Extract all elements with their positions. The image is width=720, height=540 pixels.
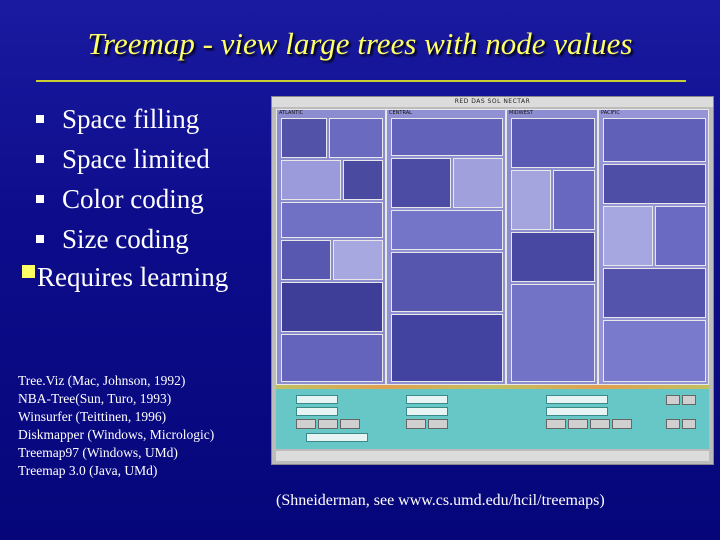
control-field[interactable] [296, 407, 338, 416]
control-button[interactable] [682, 395, 696, 405]
bullet-square-icon [36, 195, 44, 203]
control-field[interactable] [546, 407, 608, 416]
treemap-screenshot [271, 96, 714, 465]
treemap-cell [655, 206, 706, 266]
control-button[interactable] [666, 419, 680, 429]
control-button[interactable] [546, 419, 566, 429]
treemap-cell [511, 118, 595, 168]
treemap-region-central [386, 109, 506, 385]
control-button[interactable] [568, 419, 588, 429]
bullet-text: Space limited [62, 144, 210, 174]
bullet-square-icon [36, 235, 44, 243]
treemap-area [276, 109, 709, 385]
control-field[interactable] [406, 407, 448, 416]
treemap-region-pacific [598, 109, 709, 385]
region-label: CENTRAL [389, 110, 412, 116]
treemap-cell [281, 160, 341, 200]
control-button[interactable] [340, 419, 360, 429]
reference-item: Treemap 3.0 (Java, UMd) [18, 463, 158, 478]
bullet-text: Requires learning [37, 262, 229, 292]
control-button[interactable] [406, 419, 426, 429]
treemap-cell [603, 206, 653, 266]
treemap-cell [603, 268, 706, 318]
treemap-cell [553, 170, 595, 230]
search-field[interactable] [306, 433, 368, 442]
treemap-cell [281, 118, 327, 158]
treemap-cell [453, 158, 503, 208]
treemap-cell [281, 202, 383, 238]
bullet-text: Color coding [62, 184, 204, 214]
control-field[interactable] [406, 395, 448, 404]
reference-item: Tree.Viz (Mac, Johnson, 1992) [18, 373, 186, 388]
reference-item: Treemap97 (Windows, UMd) [18, 445, 178, 460]
treemap-cell [511, 170, 551, 230]
treemap-cell [391, 118, 503, 156]
treemap-cell [343, 160, 383, 200]
bullet-item [36, 144, 210, 175]
control-button[interactable] [682, 419, 696, 429]
bullet-square-icon [36, 115, 44, 123]
treemap-cell [603, 320, 706, 382]
treemap-cell [603, 118, 706, 162]
bullet-text: Size coding [62, 224, 189, 254]
treemap-cell [281, 334, 383, 382]
treemap-cell [329, 118, 383, 158]
reference-item: NBA-Tree(Sun, Turo, 1993) [18, 391, 172, 406]
bullet-item [36, 184, 204, 215]
control-button[interactable] [590, 419, 610, 429]
control-button[interactable] [612, 419, 632, 429]
control-button[interactable] [318, 419, 338, 429]
control-field[interactable] [296, 395, 338, 404]
control-button[interactable] [666, 395, 680, 405]
treemap-cell [511, 284, 595, 382]
treemap-cell [281, 240, 331, 280]
region-label: PACIFIC [601, 110, 620, 116]
credit-line: (Shneiderman, see www.cs.umd.edu/hcil/treemaps) [276, 492, 605, 509]
treemap-region-atlantic [276, 109, 386, 385]
sub-bullet-item [22, 262, 228, 293]
bullet-square-icon [36, 155, 44, 163]
treemap-region-midwest [506, 109, 598, 385]
bullet-item [36, 104, 199, 135]
bullet-item [36, 224, 189, 255]
treemap-cell [391, 314, 503, 382]
treemap-cell [391, 252, 503, 312]
control-button[interactable] [428, 419, 448, 429]
slide-title: Treemap - view large trees with node values [87, 26, 633, 61]
treemap-cell [333, 240, 383, 280]
status-bar [276, 451, 709, 461]
control-panel [276, 389, 709, 449]
treemap-cell [603, 164, 706, 204]
region-label: ATLANTIC [279, 110, 304, 116]
reference-item: Diskmapper (Windows, Micrologic) [18, 427, 215, 442]
title-underline [36, 80, 686, 82]
treemap-cell [391, 158, 451, 208]
bullet-text: Space filling [62, 104, 200, 134]
reference-list [18, 372, 214, 480]
treemap-cell [511, 232, 595, 282]
treemap-cell [391, 210, 503, 250]
reference-item: Winsurfer (Teittinen, 1996) [18, 409, 167, 424]
sub-bullet-square-icon [22, 265, 35, 278]
region-label: MIDWEST [509, 110, 533, 116]
treemap-cell [281, 282, 383, 332]
offset-slider[interactable] [546, 395, 608, 404]
control-button[interactable] [296, 419, 316, 429]
screenshot-title: RED DAS SOL NECTAR [272, 97, 713, 107]
